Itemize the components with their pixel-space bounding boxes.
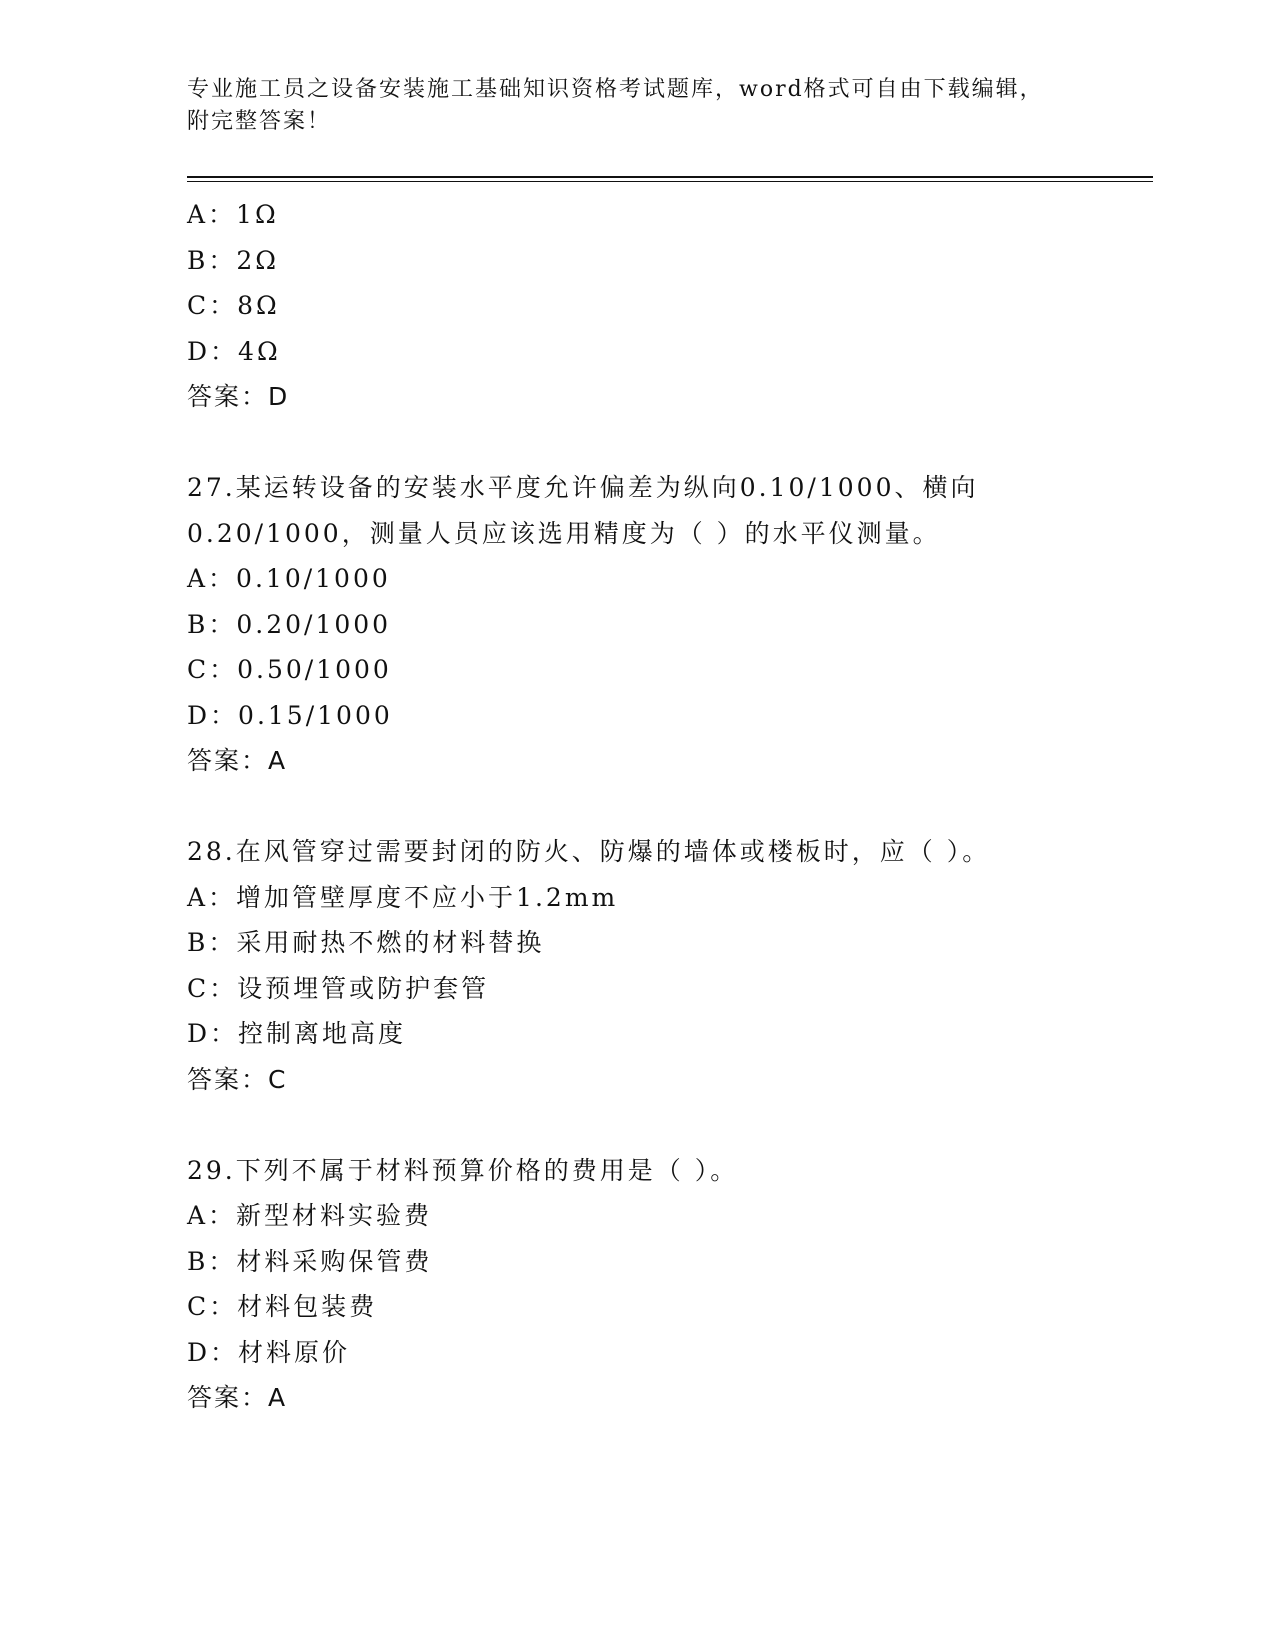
option-b: B：0.20/1000 [187,609,392,639]
header-line-2: 附完整答案！ [187,109,332,134]
question-28 [187,829,1153,1102]
spacer [187,784,1153,830]
question-stem-line-1: 27.某运转设备的安装水平度允许偏差为纵向0.10/1000、横向 [187,473,979,502]
option-a: A：0.10/1000 [187,564,391,593]
question-list [187,192,1153,1421]
option-b: B：材料采购保管费 [187,1246,433,1276]
answer: 答案：D [187,382,290,411]
option-c: C：0.50/1000 [187,655,392,684]
option-c: C：材料包装费 [187,1292,378,1321]
answer: 答案：C [187,1064,288,1094]
option-a: A：增加管壁厚度不应小于1.2mm [187,882,619,912]
option-b: B：2Ω [187,245,280,275]
option-d: D：材料原价 [187,1337,351,1367]
question-stem-line-2: 0.20/1000，测量人员应该选用精度为（ ）的水平仪测量。 [187,518,941,548]
header-line-1: 专业施工员之设备安装施工基础知识资格考试题库，word格式可自由下载编辑， [187,77,1044,102]
option-c: C：8Ω [187,291,280,320]
option-b: B：采用耐热不燃的材料替换 [187,928,545,957]
document-header [187,74,1087,138]
question-stem-line-1: 28.在风管穿过需要封闭的防火、防爆的墙体或楼板时，应（ ）。 [187,837,991,866]
header-divider-top [187,176,1153,178]
option-a: A：新型材料实验费 [187,1201,433,1230]
option-a: A：1Ω [187,200,279,229]
option-d: D：0.15/1000 [187,700,393,730]
answer: 答案：A [187,746,288,775]
question-29 [187,1148,1153,1421]
option-d: D：4Ω [187,336,281,366]
spacer [187,420,1153,466]
header-divider-bottom [187,181,1153,182]
question-27 [187,465,1153,784]
spacer [187,1102,1153,1148]
option-d: D：控制离地高度 [187,1019,407,1048]
question-26 [187,192,1153,420]
answer: 答案：A [187,1383,288,1412]
question-stem-line-1: 29.下列不属于材料预算价格的费用是（ ）。 [187,1155,739,1185]
option-c: C：设预埋管或防护套管 [187,973,490,1003]
